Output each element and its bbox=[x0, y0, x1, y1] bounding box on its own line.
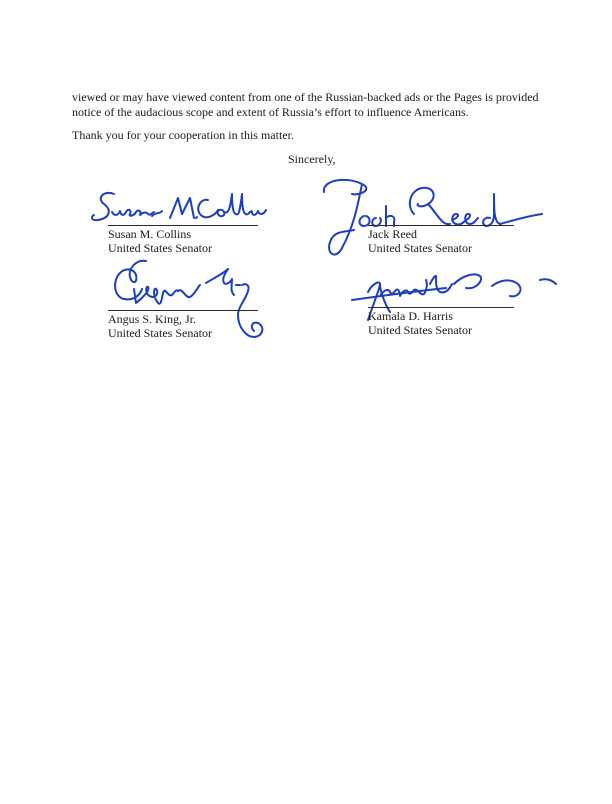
signature-line bbox=[368, 225, 514, 226]
signature-line bbox=[108, 225, 258, 226]
signatory-title: United States Senator bbox=[368, 241, 472, 255]
signature-line bbox=[108, 310, 258, 311]
body-paragraph-thanks: Thank you for your cooperation in this matter. bbox=[72, 128, 294, 142]
signature-line bbox=[368, 307, 514, 308]
handwritten-signature-collins bbox=[90, 180, 270, 230]
signatory-name: Angus S. King, Jr. bbox=[108, 312, 197, 326]
signatory-title: United States Senator bbox=[108, 326, 212, 340]
signatory-title: United States Senator bbox=[368, 323, 472, 337]
closing: Sincerely, bbox=[288, 152, 336, 166]
body-paragraph: viewed or may have viewed content from one of the Russian-backed ads or the Pages is provided notice of the audacious scope and extent of Russia’s effort to influence Americans. bbox=[72, 90, 539, 119]
signatory-name: Kamala D. Harris bbox=[368, 309, 453, 323]
signatory-name: Jack Reed bbox=[368, 227, 417, 241]
signatory-name: Susan M. Collins bbox=[108, 227, 192, 241]
signatory-title: United States Senator bbox=[108, 241, 212, 255]
